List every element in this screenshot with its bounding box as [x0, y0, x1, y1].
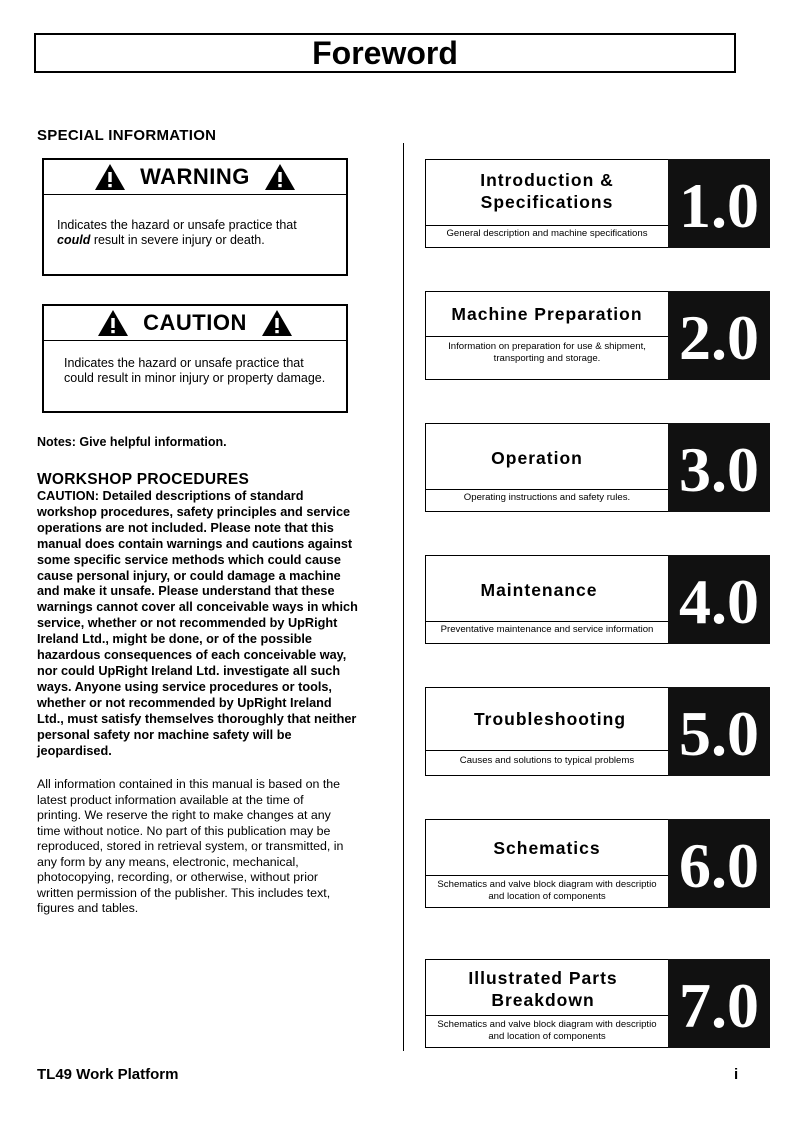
footer-title: TL49 Work Platform	[37, 1066, 179, 1083]
paragraph-line: reproduced, stored in retrieval system, or transmitted, in	[37, 839, 344, 853]
caution-title: CAUTION	[143, 310, 247, 335]
chapter-title-line: Breakdown	[491, 990, 595, 1010]
warning-text-emphasis: could	[57, 233, 91, 247]
chapter-title	[425, 169, 669, 213]
chapter-description-line: Schematics and valve block diagram with descriptio	[437, 879, 657, 890]
chapter-number: 3.0	[668, 423, 770, 512]
paragraph-line: Ltd., must satisfy themselves thoroughly that neither	[37, 711, 357, 726]
paragraph-line: printing. We reserve the right to make changes at any	[37, 808, 331, 822]
paragraph-line: photocopying, recording, or otherwise, without prior	[37, 870, 319, 884]
chapter-tab-5[interactable]	[425, 687, 770, 776]
chapter-description-line: Operating instructions and safety rules.	[463, 492, 631, 503]
chapter-description-line: Causes and solutions to typical problems	[459, 755, 635, 766]
caution-text	[44, 341, 346, 386]
paragraph-line: some specific service methods which could cause	[37, 552, 341, 567]
warning-box	[42, 158, 348, 276]
chapter-number: 6.0	[668, 819, 770, 908]
paragraph-line: cause personal injury, or could damage a machine	[37, 568, 341, 583]
chapter-tab-7[interactable]	[425, 959, 770, 1048]
paragraph-line: manual does contain warnings and cautions against	[37, 536, 353, 551]
caution-text-line1: Indicates the hazard or unsafe practice that	[64, 356, 304, 370]
chapter-tab-3[interactable]	[425, 423, 770, 512]
paragraph-line: nor could UpRight Ireland Ltd. investigate all such	[37, 663, 341, 678]
paragraph-line: All information contained in this manual is based on the	[37, 777, 341, 791]
warning-text-line2: result in severe injury or death.	[90, 233, 265, 247]
chapter-number: 2.0	[668, 291, 770, 380]
warning-triangle-icon	[261, 309, 293, 337]
paragraph-line: hazardous consequences of each conceivable way,	[37, 648, 347, 663]
paragraph-line: service, whether or not recommended by UpRight	[37, 616, 338, 631]
paragraph-line: personal safety nor machine safety will be	[37, 727, 292, 742]
chapter-tab-6[interactable]	[425, 819, 770, 908]
chapter-title	[428, 708, 672, 730]
chapter-number: 7.0	[668, 959, 770, 1048]
caution-header	[44, 306, 346, 341]
chapter-separator	[425, 1015, 669, 1016]
chapter-description-line: General description and machine specifications	[446, 228, 648, 239]
chapter-title-line: Machine Preparation	[451, 304, 643, 324]
chapter-title	[421, 967, 665, 1011]
page-title-box	[34, 33, 736, 73]
warning-header	[44, 160, 346, 195]
paragraph-line: warnings cannot cover all conceivable ways in which	[37, 600, 358, 615]
chapter-title-line: Specifications	[480, 192, 614, 212]
warning-text-line1: Indicates the hazard or unsafe practice that	[57, 218, 297, 232]
chapter-number: 5.0	[668, 687, 770, 776]
paragraph-line: time without notice. No part of this publication may be	[37, 823, 331, 838]
chapter-description	[425, 879, 669, 903]
caution-text-line2: could result in minor injury or property damage.	[64, 371, 326, 385]
chapter-title-line: Introduction &	[480, 170, 614, 190]
chapter-description-line: Information on preparation for use & shipment,	[448, 341, 646, 352]
paragraph-line: and make it unsafe. Please understand that these	[37, 584, 335, 599]
paragraph-line: Ireland Ltd., might be done, or of the possible	[37, 632, 312, 647]
chapter-separator	[425, 336, 669, 337]
chapter-separator	[425, 225, 669, 226]
chapter-tab-2[interactable]	[425, 291, 770, 380]
page-title: Foreword	[312, 34, 458, 71]
chapter-separator	[425, 621, 669, 622]
chapter-title	[415, 447, 659, 469]
warning-title: WARNING	[140, 164, 250, 189]
chapter-separator	[425, 489, 669, 490]
chapter-description	[425, 228, 669, 240]
warning-triangle-icon	[97, 309, 129, 337]
chapter-number: 4.0	[668, 555, 770, 644]
column-divider	[403, 143, 404, 1051]
chapter-description	[425, 755, 669, 767]
chapter-title	[425, 837, 669, 859]
caution-box	[42, 304, 348, 413]
special-info-heading: SPECIAL INFORMATION	[37, 127, 217, 144]
paragraph-line: figures and tables.	[37, 901, 139, 915]
chapter-description-line: and location of components	[488, 1031, 606, 1042]
chapter-title-line: Schematics	[493, 838, 601, 858]
chapter-description	[425, 624, 669, 636]
chapter-description-line: Schematics and valve block diagram with descriptio	[437, 1019, 657, 1030]
paragraph-line: written permission of the publisher. This includes text,	[37, 885, 331, 900]
chapter-title-line: Troubleshooting	[473, 709, 627, 729]
notes-text: Notes: Give helpful information.	[37, 435, 227, 449]
chapter-description	[425, 492, 669, 504]
chapter-title-line: Operation	[491, 448, 583, 468]
chapter-description-line: and location of components	[488, 891, 606, 902]
chapter-description-line: transporting and storage.	[493, 353, 601, 364]
paragraph-line: jeopardised.	[37, 743, 112, 758]
copyright-paragraph	[37, 777, 382, 917]
chapter-title-line: Maintenance	[480, 580, 598, 600]
paragraph-line: ways. Anyone using service procedures or tools,	[37, 679, 332, 694]
chapter-description	[425, 1019, 669, 1043]
warning-triangle-icon	[94, 163, 126, 191]
chapter-description	[425, 341, 669, 365]
chapter-separator	[425, 875, 669, 876]
workshop-caution-paragraph	[37, 489, 389, 759]
warning-text	[44, 195, 346, 248]
chapter-tab-4[interactable]	[425, 555, 770, 644]
workshop-heading: WORKSHOP PROCEDURES	[37, 471, 250, 488]
page-number: i	[734, 1066, 739, 1083]
chapter-tab-1[interactable]	[425, 159, 770, 248]
paragraph-line: latest product information available at the time of	[37, 792, 304, 807]
paragraph-line: operations are not included. Please note that this	[37, 520, 334, 535]
paragraph-line: CAUTION: Detailed descriptions of standard	[37, 489, 304, 503]
paragraph-line: whether or not recommended by UpRight Ireland	[37, 695, 332, 710]
paragraph-line: workshop procedures, safety principles and service	[37, 504, 351, 519]
warning-triangle-icon	[264, 163, 296, 191]
chapter-title-line: Illustrated Parts	[468, 968, 618, 988]
paragraph-line: any form by any means, electronic, mechanical,	[37, 854, 299, 869]
chapter-separator	[425, 750, 669, 751]
chapter-number: 1.0	[668, 159, 770, 248]
chapter-description-line: Preventative maintenance and service information	[440, 624, 654, 635]
chapter-title	[417, 579, 661, 601]
chapter-title	[425, 303, 669, 325]
